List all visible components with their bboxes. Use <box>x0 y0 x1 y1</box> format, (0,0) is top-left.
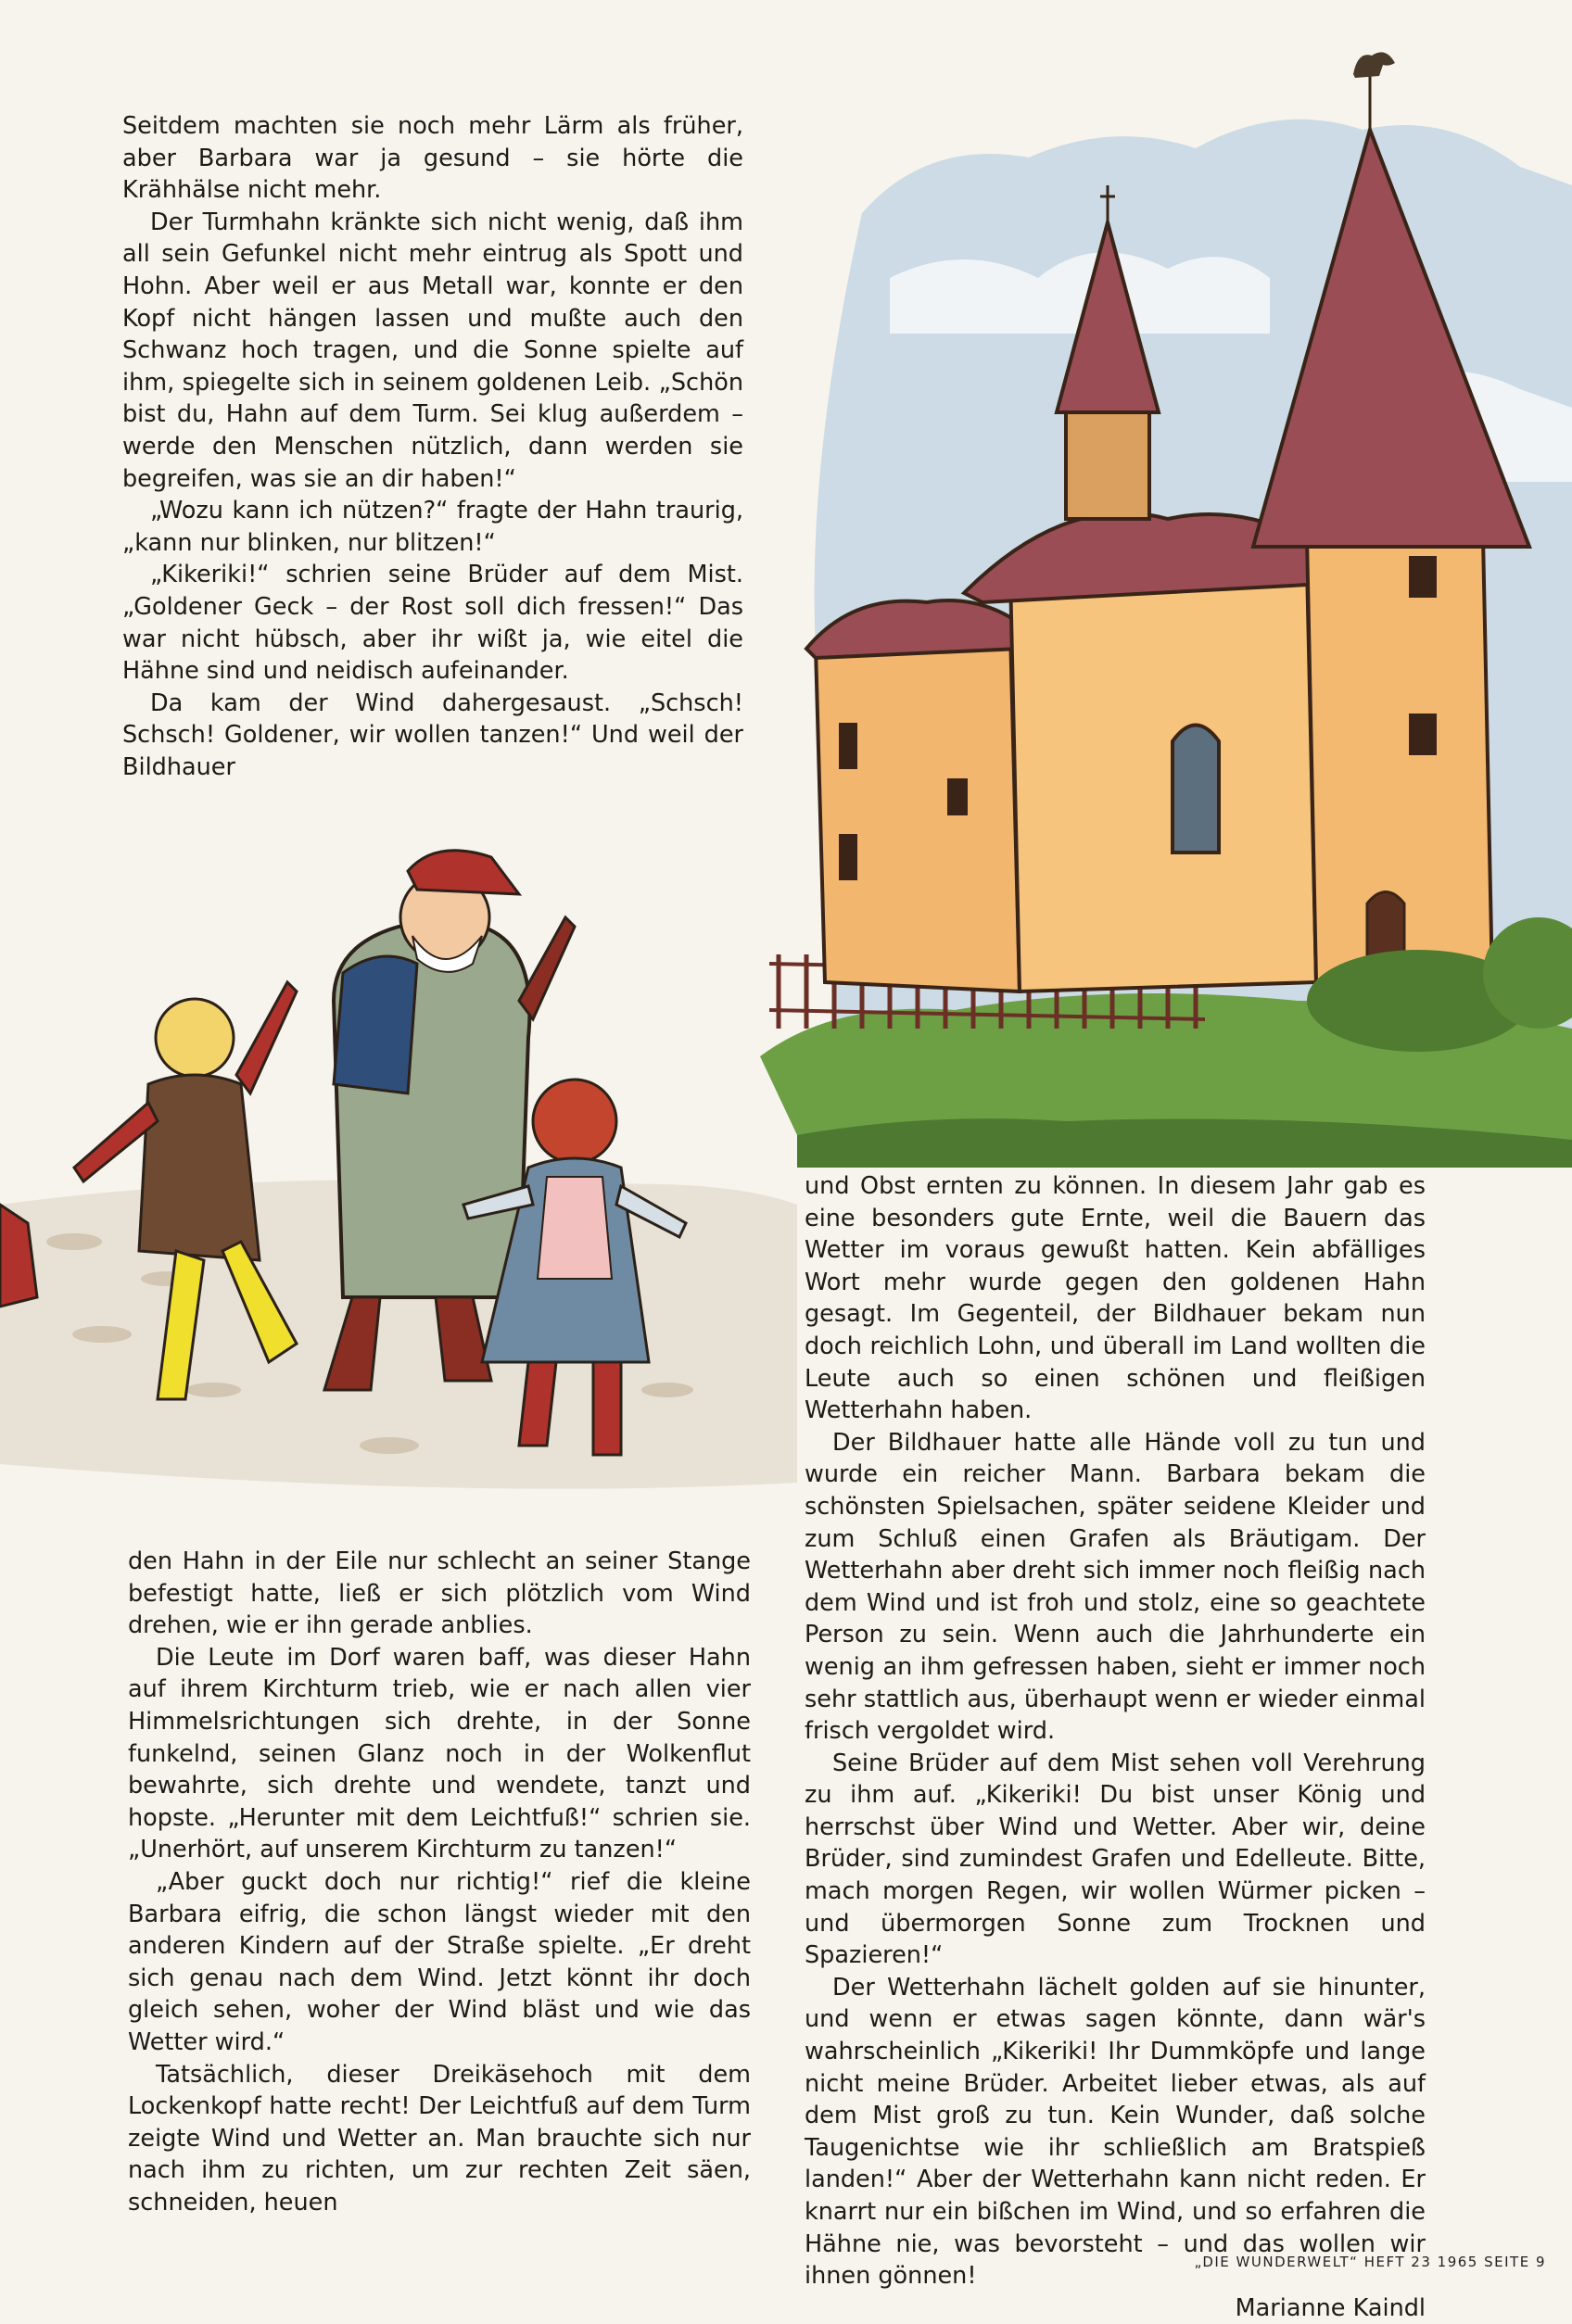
author-first: Marianne <box>1235 2293 1346 2322</box>
issue-number: HEFT 23 1965 <box>1363 2254 1478 2270</box>
paragraph: und Obst ernten zu können. In diesem Jahr gab es eine besonders gute Ernte, weil die Bauern das Wetter im voraus gewußt hatten. Kein abfälliges Wort mehr wurde gegen den goldenen Hahn gesagt. Im Gegenteil, der Bildhauer bekam nun doch reichlich Lohn, und überall im Land wollten die Leute auch so einen schönen und fleißigen Wetterhahn haben. <box>805 1172 1426 1425</box>
paragraph: Der Turmhahn kränkte sich nicht wenig, daß ihm all sein Gefunkel nicht mehr eintrug als Spott und Hohn. Aber weil er aus Metall war, konnte er den Kopf nicht hängen lassen und mußte auch den Schwanz hoch tragen, und die Sonne spielte auf ihm, spiegelte sich in seinem goldenen Leib. „Schön bist du, Hahn auf dem Turm. Sei klug außerdem – werde den Menschen nützlich, dann werden sie begreifen, was sie an dir haben!“ <box>122 208 743 493</box>
page-number: SEITE 9 <box>1484 2254 1546 2270</box>
column-bottom-right <box>805 1170 1426 2324</box>
paragraph: Seitdem machten sie noch mehr Lärm als früher, aber Barbara war ja gesund – sie hörte die Krähhälse nicht mehr. <box>122 112 743 205</box>
paragraph: Tatsächlich, dieser Dreikäsehoch mit dem Lockenkopf hatte recht! Der Leichtfuß auf dem Turm zeigte Wind und Wetter an. Man brauchte sich nur nach ihm zu richten, um zur rechten Zeit säen, schneiden, heuen <box>128 2060 751 2217</box>
author-last: Kaindl <box>1352 2293 1426 2322</box>
column-bottom-left <box>128 1546 751 2218</box>
author-line <box>805 2292 1426 2324</box>
paragraph: „Kikeriki!“ schrien seine Brüder auf dem Mist. „Goldener Geck – der Rost soll dich fressen!“ Das war nicht hübsch, aber ihr wißt ja, wie eitel die Hähne sind und neidisch aufeinander. <box>122 561 743 686</box>
paragraph: Da kam der Wind dahergesaust. „Schsch! Schsch! Goldener, wir wollen tanzen!“ Und weil der Bildhauer <box>122 688 743 781</box>
paragraph: den Hahn in der Eile nur schlecht an seiner Stange befestigt hatte, ließ er sich plötzlich vom Wind drehen, wie er ihn gerade anblies. <box>128 1547 751 1640</box>
paragraph: „Wozu kann ich nützen?“ fragte der Hahn traurig, „kann nur blinken, nur blitzen!“ <box>122 497 743 557</box>
paragraph: Der Wetterhahn lächelt golden auf sie hinunter, und wenn er etwas sagen könnte, dann wär's wahrscheinlich „Kikeriki! Ihr Dummköpfe und lange nicht meine Brüder. Arbeitet lieber etwas, als auf dem Mist groß zu tun. Kein Wunder, daß solche Taugenichtse wie ihr schließlich am Bratspieß landen!“ Aber der Wetterhahn kann nicht reden. Er knarrt nur ein bißchen im Wind, und so erfahren die Hähne nie, was bevorsteht – und das wollen wir ihnen gönnen! <box>805 1973 1426 2291</box>
paragraph: Der Bildhauer hatte alle Hände voll zu tun und wurde ein reicher Mann. Barbara bekam die schönsten Spielsachen, später seidene Kleider und zum Schluß einen Grafen als Bräutigam. Der Wetterhahn aber dreht sich immer noch fleißig nach dem Wind und ist froh und stolz, eine so geachtete Person zu sein. Wenn auch die Jahrhunderte ein wenig an ihm gefressen haben, sieht er immer noch sehr stattlich aus, überhaupt wenn er wieder einmal frisch vergoldet wird. <box>805 1428 1426 1746</box>
paragraph: „Aber guckt doch nur richtig!“ rief die kleine Barbara eifrig, die schon längst wieder mit den anderen Kindern auf der Straße spielte. „Er dreht sich genau nach dem Wind. Jetzt könnt ihr doch gleich sehen, woher der Wind bläst und wie das Wetter wird.“ <box>128 1867 751 2056</box>
magazine-name: „DIE WUNDERWELT“ <box>1194 2254 1359 2270</box>
page-footer <box>1195 2254 1546 2270</box>
paragraph: Die Leute im Dorf waren baff, was dieser Hahn auf ihrem Kirchturm trieb, wie er nach allen vier Himmelsrichtungen sich drehte, in der Sonne funkelnd, seinen Glanz noch in der Wolkenflut bewahrte, sich drehte und wendete, tanzt und hopste. „Herunter mit dem Leichtfuß!“ schrien sie. „Unerhört, auf unserem Kirchturm zu tanzen!“ <box>128 1643 751 1864</box>
column-top-left <box>122 110 743 783</box>
paragraph: Seine Brüder auf dem Mist sehen voll Verehrung zu ihm auf. „Kikeriki! Du bist unser König und herrschst über Wind und Wetter. Aber wir, deine Brüder, sind zumindest Grafen und Edelleute. Bitte, mach morgen Regen, wir wollen Würmer picken – und übermorgen Sonne zum Trocknen und Spazieren!“ <box>805 1749 1426 1970</box>
